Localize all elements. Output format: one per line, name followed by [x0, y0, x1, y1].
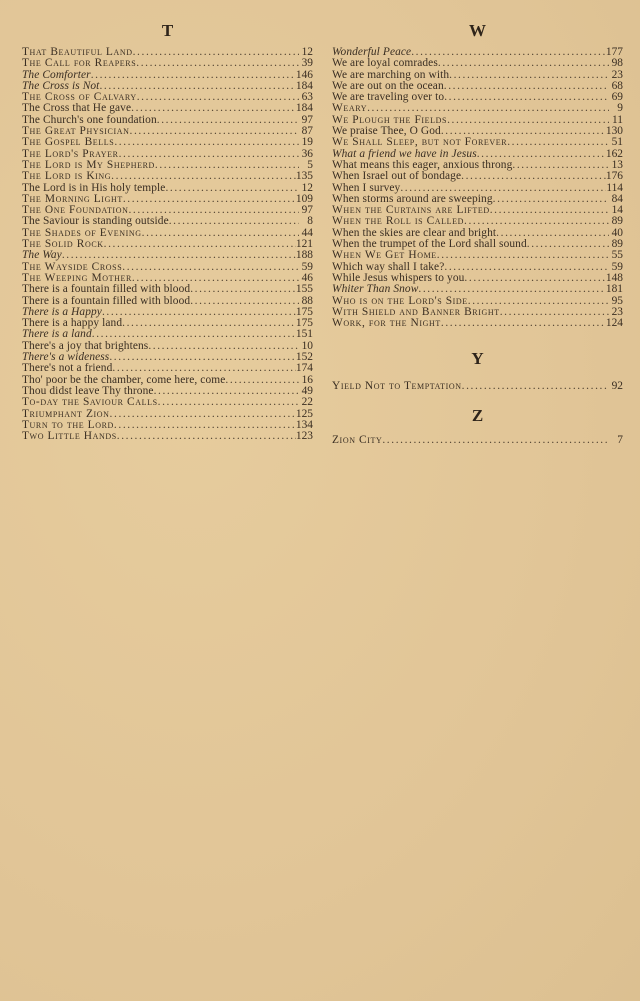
page-number: 151: [295, 329, 313, 341]
index-entry: [22, 262, 313, 273]
section-letter-w: W: [469, 21, 486, 40]
index-entry: [332, 205, 623, 216]
hymn-title: Which way shall I take?: [332, 261, 445, 273]
page-number: 184: [295, 103, 313, 115]
index-entry: [22, 103, 313, 114]
dot-leader: [496, 228, 609, 239]
page-number: 39: [301, 58, 313, 70]
index-entry: [332, 284, 623, 295]
hymn-title: Yield Not to Temptation: [332, 381, 462, 392]
page-number: 16: [301, 374, 313, 386]
dot-leader: [490, 205, 609, 216]
index-entry: [22, 352, 313, 363]
dot-leader: [132, 273, 299, 284]
index-entry: [332, 250, 623, 261]
dot-leader: [102, 307, 296, 318]
page-number: 49: [301, 385, 313, 397]
hymn-title: The Wayside Cross: [22, 261, 123, 273]
dot-leader: [123, 194, 296, 205]
index-entry: [22, 409, 313, 420]
dot-leader: [158, 397, 299, 408]
index-entry: [332, 81, 623, 92]
page-number: 23: [611, 306, 623, 318]
hymn-title: There is a happy land: [22, 318, 123, 330]
index-list-w: [332, 47, 623, 329]
index-entry: [332, 435, 623, 446]
hymn-title: The Lord is My Shepherd: [22, 159, 155, 171]
page-number: 13: [611, 159, 623, 171]
page-number: 184: [295, 80, 313, 92]
page-number: 114: [606, 182, 623, 194]
page-number: 14: [611, 205, 623, 217]
index-entry: [22, 431, 313, 442]
dot-leader: [109, 352, 296, 363]
dot-leader: [111, 171, 296, 182]
hymn-title: When the Roll is Called: [332, 216, 465, 228]
index-list-z: [332, 435, 623, 446]
page-number: 124: [605, 318, 623, 330]
hymn-title: We are loyal comrades: [332, 58, 438, 70]
hymn-title: Two Little Hands: [22, 431, 117, 443]
hymn-title: We praise Thee, O God: [332, 126, 441, 138]
page-number: 9: [617, 103, 623, 115]
page-number: 175: [295, 306, 313, 318]
dot-leader: [131, 103, 296, 114]
index-entry: [332, 296, 623, 307]
dot-leader: [512, 160, 609, 171]
index-entry: [22, 341, 313, 352]
hymn-title: We Plough the Fields: [332, 114, 448, 126]
page-number: 123: [295, 431, 313, 443]
page-number: 97: [301, 205, 313, 217]
hymn-title: There is a land: [22, 329, 92, 341]
page-number: 89: [611, 216, 623, 228]
page-number: 63: [301, 92, 313, 104]
page-number: 152: [295, 352, 313, 364]
index-entry: [332, 160, 623, 171]
hymn-title: When I survey: [332, 182, 401, 194]
page-number: 92: [611, 381, 623, 392]
index-entry: [22, 58, 313, 69]
index-entry: [22, 171, 313, 182]
hymn-title: The Cross is Not: [22, 80, 100, 92]
page-number: 146: [295, 69, 313, 81]
hymn-title: The Comforter: [22, 69, 91, 81]
page-number: 22: [301, 397, 313, 409]
dot-leader: [464, 216, 609, 227]
hymn-title: Thou didst leave Thy throne: [22, 385, 154, 397]
hymn-title: The Morning Light: [22, 193, 123, 205]
page-number: 188: [295, 250, 313, 262]
index-entry: [332, 381, 623, 392]
index-entry: [22, 126, 313, 137]
page-number: 36: [301, 148, 313, 160]
page-number: 40: [611, 227, 623, 239]
dot-leader: [154, 386, 299, 397]
dot-leader: [119, 149, 299, 160]
hymn-title: Work, for the Night: [332, 318, 441, 330]
index-entry: [22, 273, 313, 284]
page-number: 148: [605, 272, 623, 284]
page-number: 84: [611, 193, 623, 205]
page-number: 89: [611, 239, 623, 251]
hymn-title: The Call for Reapers: [22, 58, 137, 70]
index-entry: [332, 273, 623, 284]
page-number: 68: [611, 80, 623, 92]
dot-leader: [367, 103, 609, 114]
dot-leader: [441, 318, 606, 329]
hymn-title: There is a fountain filled with blood: [22, 284, 191, 296]
index-entry: [22, 386, 313, 397]
hymn-title: We are traveling over to: [332, 92, 445, 104]
index-entry: [22, 216, 313, 227]
dot-leader: [468, 296, 609, 307]
hymn-title: The Cross of Calvary: [22, 92, 137, 104]
dot-leader: [464, 273, 605, 284]
index-entry: [332, 239, 623, 250]
hymn-title: To-day the Saviour Calls: [22, 397, 158, 409]
page-number: 121: [295, 239, 313, 251]
page-number: 19: [301, 137, 313, 149]
dot-leader: [411, 47, 606, 58]
page-number: 95: [611, 295, 623, 307]
index-entry: [22, 284, 313, 295]
page-number: 162: [605, 148, 623, 160]
index-entry: [332, 318, 623, 329]
dot-leader: [117, 431, 296, 442]
section-letter-y: Y: [471, 349, 484, 368]
page-number: 177: [605, 47, 623, 58]
hymn-title: That Beautiful Land: [22, 47, 133, 58]
index-entry: [332, 183, 623, 194]
dot-leader: [382, 435, 609, 446]
index-entry: [332, 103, 623, 114]
page-number: 46: [301, 272, 313, 284]
index-entry: [22, 205, 313, 216]
hymn-title: While Jesus whispers to you: [332, 272, 465, 284]
page-number: 69: [611, 92, 623, 104]
hymn-title: Turn to the Lord: [22, 419, 114, 431]
dot-leader: [122, 262, 299, 273]
index-entry: [332, 137, 623, 148]
index-entry: [22, 47, 313, 58]
dot-leader: [148, 341, 299, 352]
page-number: 11: [612, 114, 623, 126]
section-letter-t: T: [161, 21, 174, 40]
dot-leader: [225, 375, 299, 386]
index-entry: [332, 115, 623, 126]
dot-leader: [444, 92, 609, 103]
hymn-title: When the skies are clear and bright: [332, 227, 497, 239]
index-entry: [22, 92, 313, 103]
index-entry: [22, 397, 313, 408]
index-entry: [332, 216, 623, 227]
dot-leader: [400, 183, 606, 194]
dot-leader: [136, 58, 299, 69]
page-number: 55: [611, 250, 623, 262]
dot-leader: [92, 329, 296, 340]
dot-leader: [449, 70, 609, 81]
dot-leader: [99, 81, 295, 92]
hymn-title: We are marching on with: [332, 69, 450, 81]
index-entry: [332, 126, 623, 137]
index-entry: [22, 318, 313, 329]
hymn-title: The Cross that He gave: [22, 103, 132, 115]
hymn-title: There's not a friend: [22, 363, 113, 375]
hymn-title: There is a fountain filled with blood: [22, 295, 191, 307]
index-list-t: [22, 47, 313, 442]
hymn-title: The Lord's Prayer: [22, 148, 119, 160]
hymn-title: The Solid Rock: [22, 239, 104, 251]
dot-leader: [169, 216, 299, 227]
index-entry: [22, 239, 313, 250]
hymn-title: Zion City: [332, 435, 383, 446]
dot-leader: [62, 250, 296, 261]
page-number: 59: [301, 261, 313, 273]
index-entry: [22, 149, 313, 160]
index-entry: [22, 420, 313, 431]
dot-leader: [461, 171, 606, 182]
dot-leader: [112, 363, 296, 374]
page-number: 44: [301, 227, 313, 239]
dot-leader: [444, 262, 609, 273]
index-entry: [332, 262, 623, 273]
hymn-title: Who is on the Lord's Side: [332, 295, 468, 307]
dot-leader: [110, 409, 296, 420]
hymn-title: What a friend we have in Jesus: [332, 148, 477, 160]
dot-leader: [91, 70, 296, 81]
page-number: 12: [301, 47, 313, 58]
dot-leader: [462, 381, 609, 392]
dot-leader: [444, 81, 609, 92]
page-number: 88: [301, 295, 313, 307]
hymn-title: Weary: [332, 103, 368, 115]
hymn-title: The Gospel Bells: [22, 137, 115, 149]
index-entry: [22, 307, 313, 318]
hymn-title: When the trumpet of the Lord shall sound: [332, 239, 527, 251]
dot-leader: [437, 250, 609, 261]
index-entry: [332, 92, 623, 103]
hymn-title: The Lord is King: [22, 171, 112, 183]
dot-leader: [477, 149, 606, 160]
page-number: 109: [295, 193, 313, 205]
index-entry: [22, 160, 313, 171]
hymn-title: Tho' poor be the chamber, come here, come: [22, 374, 226, 386]
page-number: 87: [301, 126, 313, 138]
hymn-title: Wonderful Peace: [332, 47, 412, 58]
dot-leader: [133, 47, 299, 58]
dot-leader: [190, 296, 299, 307]
index-entry: [22, 183, 313, 194]
hymn-title: The Saviour is standing outside: [22, 216, 169, 228]
dot-leader: [114, 420, 296, 431]
dot-leader: [438, 58, 609, 69]
index-entry: [332, 194, 623, 205]
hymn-title: The Shades of Evening: [22, 227, 142, 239]
page-number: 8: [307, 216, 313, 228]
index-entry: [22, 81, 313, 92]
hymn-title: The Great Physician: [22, 126, 130, 138]
dot-leader: [114, 137, 299, 148]
hymn-title: Whiter Than Snow: [332, 284, 419, 296]
index-entry: [22, 228, 313, 239]
hymn-title: What means this eager, anxious throng: [332, 159, 513, 171]
page-number: 125: [295, 408, 313, 420]
hymn-title: There's a wideness: [22, 352, 110, 364]
hymn-title: We are out on the ocean: [332, 80, 444, 92]
hymn-title: When Israel out of bondage: [332, 171, 462, 183]
index-entry: [332, 47, 623, 58]
page-number: 10: [301, 340, 313, 352]
dot-leader: [157, 115, 299, 126]
index-entry: [22, 329, 313, 340]
dot-leader: [418, 284, 606, 295]
hymn-title: With Shield and Banner Bright: [332, 306, 500, 318]
dot-leader: [493, 194, 609, 205]
index-entry: [22, 115, 313, 126]
hymn-title: There is a Happy: [22, 306, 102, 318]
page-number: 134: [295, 419, 313, 431]
hymn-title: The Way: [22, 250, 62, 262]
page-number: 12: [301, 182, 313, 194]
hymn-title: The One Foundation: [22, 205, 129, 217]
index-entry: [22, 296, 313, 307]
hymn-title: When the Curtains are Lifted: [332, 205, 490, 217]
page-number: 174: [295, 363, 313, 375]
dot-leader: [507, 137, 609, 148]
dot-leader: [130, 126, 299, 137]
dot-leader: [500, 307, 609, 318]
page-number: 155: [295, 284, 313, 296]
dot-leader: [155, 160, 299, 171]
dot-leader: [122, 318, 296, 329]
hymn-title: The Weeping Mother: [22, 272, 132, 284]
index-entry: [332, 228, 623, 239]
page-number: 130: [605, 126, 623, 138]
page-number: 98: [611, 58, 623, 70]
page-number: 59: [611, 261, 623, 273]
page-number: 135: [295, 171, 313, 183]
page-number: 181: [605, 284, 623, 296]
page-number: 23: [611, 69, 623, 81]
page-number: 175: [295, 318, 313, 330]
hymn-title: Triumphant Zion: [22, 408, 110, 420]
index-entry: [22, 194, 313, 205]
dot-leader: [527, 239, 609, 250]
hymn-title: We Shall Sleep, but not Forever: [332, 137, 508, 149]
dot-leader: [441, 126, 606, 137]
hymn-title: The Church's one foundation: [22, 114, 157, 126]
dot-leader: [128, 205, 299, 216]
dot-leader: [137, 92, 299, 103]
dot-leader: [142, 228, 299, 239]
page-number: 51: [611, 137, 623, 149]
index-entry: [332, 70, 623, 81]
index-entry: [22, 70, 313, 81]
page-number: 5: [307, 159, 313, 171]
hymn-title: There's a joy that brightens: [22, 340, 149, 352]
hymn-title: When We Get Home: [332, 250, 437, 262]
index-entry: [332, 307, 623, 318]
index-entry: [22, 363, 313, 374]
section-letter-z: Z: [471, 406, 484, 425]
dot-leader: [104, 239, 296, 250]
dot-leader: [447, 115, 609, 126]
page-number: 97: [301, 114, 313, 126]
hymn-title: When storms around are sweeping: [332, 193, 493, 205]
page-number: 7: [617, 435, 623, 446]
index-entry: [332, 149, 623, 160]
index-entry: [332, 58, 623, 69]
dot-leader: [190, 284, 296, 295]
index-entry: [332, 171, 623, 182]
index-list-y: [332, 381, 623, 392]
dot-leader: [165, 183, 299, 194]
hymn-title: The Lord is in His holy temple: [22, 182, 166, 194]
index-entry: [22, 250, 313, 261]
page-number: 176: [605, 171, 623, 183]
index-entry: [22, 137, 313, 148]
index-entry: [22, 375, 313, 386]
